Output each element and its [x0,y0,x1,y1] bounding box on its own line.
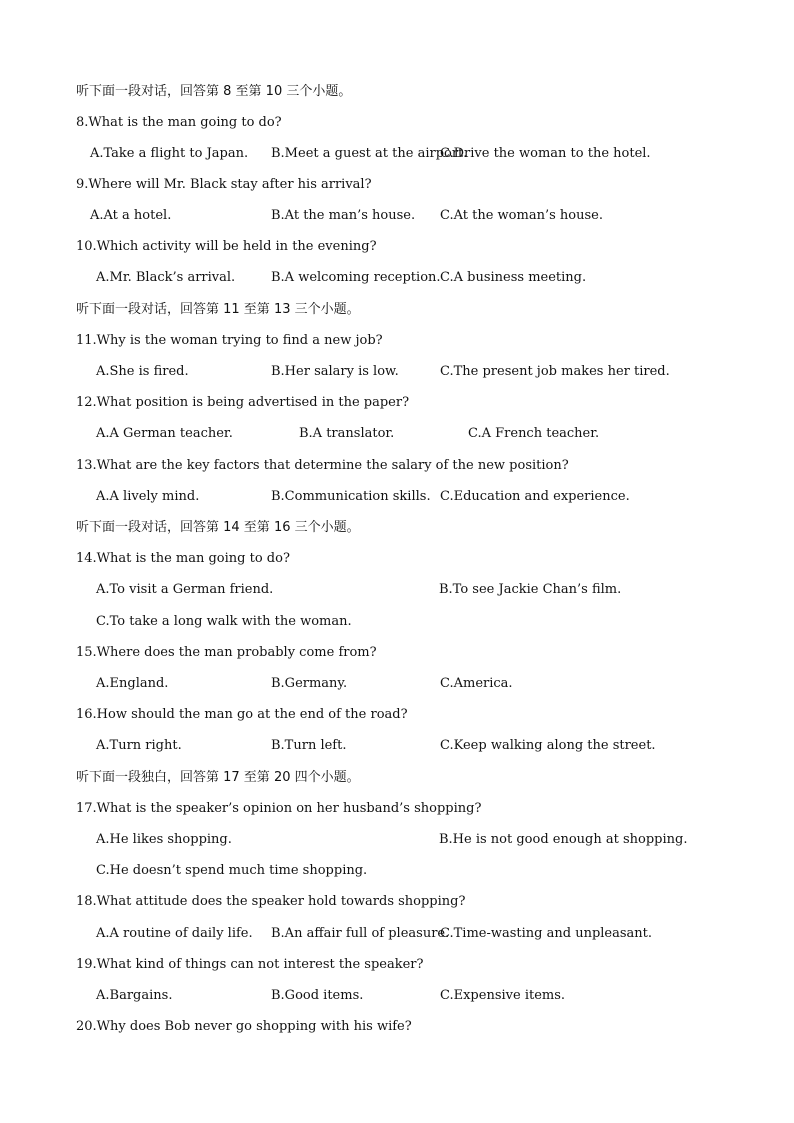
option-b[interactable]: B.To see Jackie Chan’s film. [439,582,622,597]
option-c[interactable]: C.At the woman’s house. [440,208,603,223]
option-c[interactable]: C.Expensive items. [440,988,566,1003]
options-row [0,423,794,445]
question-text: 13.What are the key factors that determine the salary of the new position? [76,458,569,473]
question-text: 15.Where does the man probably come from? [76,645,377,660]
options-row [0,829,794,851]
option-a[interactable]: A.She is fired. [96,364,189,379]
option-a[interactable]: A.At a hotel. [90,208,172,223]
option-c[interactable]: C.To take a long walk with the woman. [96,614,352,629]
option-b[interactable]: B.At the man’s house. [271,208,416,223]
section-header: 听下面一段独白，回答第 17 至第 20 四个小题。 [76,770,360,785]
option-b[interactable]: B.Turn left. [271,738,347,753]
option-a[interactable]: A.A lively mind. [96,489,200,504]
option-a[interactable]: A.To visit a German friend. [96,582,274,597]
option-c[interactable]: C.Time-wasting and unpleasant. [440,926,653,941]
option-a[interactable]: A.England. [96,676,169,691]
options-row [0,267,794,289]
options-row [0,205,794,227]
options-row [0,735,794,757]
question-text: 11.Why is the woman trying to find a new job? [76,333,383,348]
options-row [0,673,794,695]
option-a[interactable]: A.Mr. Black’s arrival. [96,270,236,285]
option-b[interactable]: B.Meet a guest at the airport. [271,146,468,161]
options-row [0,860,794,882]
question-text: 10.Which activity will be held in the evening? [76,239,377,254]
option-c[interactable]: C.A business meeting. [440,270,587,285]
question-text: 8.What is the man going to do? [76,115,282,130]
option-b[interactable]: B.A translator. [299,426,395,441]
options-row [0,985,794,1007]
question-text: 19.What kind of things can not interest the speaker? [76,957,424,972]
option-a[interactable]: A.A German teacher. [96,426,233,441]
option-c[interactable]: C.He doesn’t spend much time shopping. [96,863,368,878]
option-b[interactable]: B.An affair full of pleasure. [271,926,450,941]
option-c[interactable]: C.A French teacher. [468,426,600,441]
section-header: 听下面一段对话，回答第 11 至第 13 三个小题。 [76,302,360,317]
option-b[interactable]: B.A welcoming reception. [271,270,441,285]
question-text: 20.Why does Bob never go shopping with his wife? [76,1019,412,1034]
option-c[interactable]: C.America. [440,676,513,691]
section-header: 听下面一段对话，回答第 14 至第 16 三个小题。 [76,520,360,535]
options-row [0,486,794,508]
option-c[interactable]: C.Keep walking along the street. [440,738,656,753]
question-text: 14.What is the man going to do? [76,551,290,566]
option-b[interactable]: B.Germany. [271,676,348,691]
options-row [0,923,794,945]
option-a[interactable]: A.Bargains. [96,988,173,1003]
question-text: 9.Where will Mr. Black stay after his arrival? [76,177,372,192]
options-row [0,611,794,633]
option-b[interactable]: B.Communication skills. [271,489,431,504]
option-b[interactable]: B.Her salary is low. [271,364,399,379]
option-a[interactable]: A.He likes shopping. [96,832,232,847]
options-row [0,361,794,383]
option-b[interactable]: B.He is not good enough at shopping. [439,832,688,847]
question-text: 18.What attitude does the speaker hold towards shopping? [76,894,466,909]
option-a[interactable]: A.A routine of daily life. [96,926,253,941]
options-row [0,579,794,601]
option-a[interactable]: A.Take a flight to Japan. [90,146,249,161]
option-b[interactable]: B.Good items. [271,988,364,1003]
question-text: 12.What position is being advertised in the paper? [76,395,410,410]
option-c[interactable]: C.Drive the woman to the hotel. [440,146,651,161]
option-c[interactable]: C.Education and experience. [440,489,630,504]
question-text: 17.What is the speaker’s opinion on her husband’s shopping? [76,801,482,816]
option-a[interactable]: A.Turn right. [96,738,182,753]
option-c[interactable]: C.The present job makes her tired. [440,364,670,379]
section-header: 听下面一段对话，回答第 8 至第 10 三个小题。 [76,84,352,99]
options-row [0,143,794,165]
question-text: 16.How should the man go at the end of the road? [76,707,408,722]
